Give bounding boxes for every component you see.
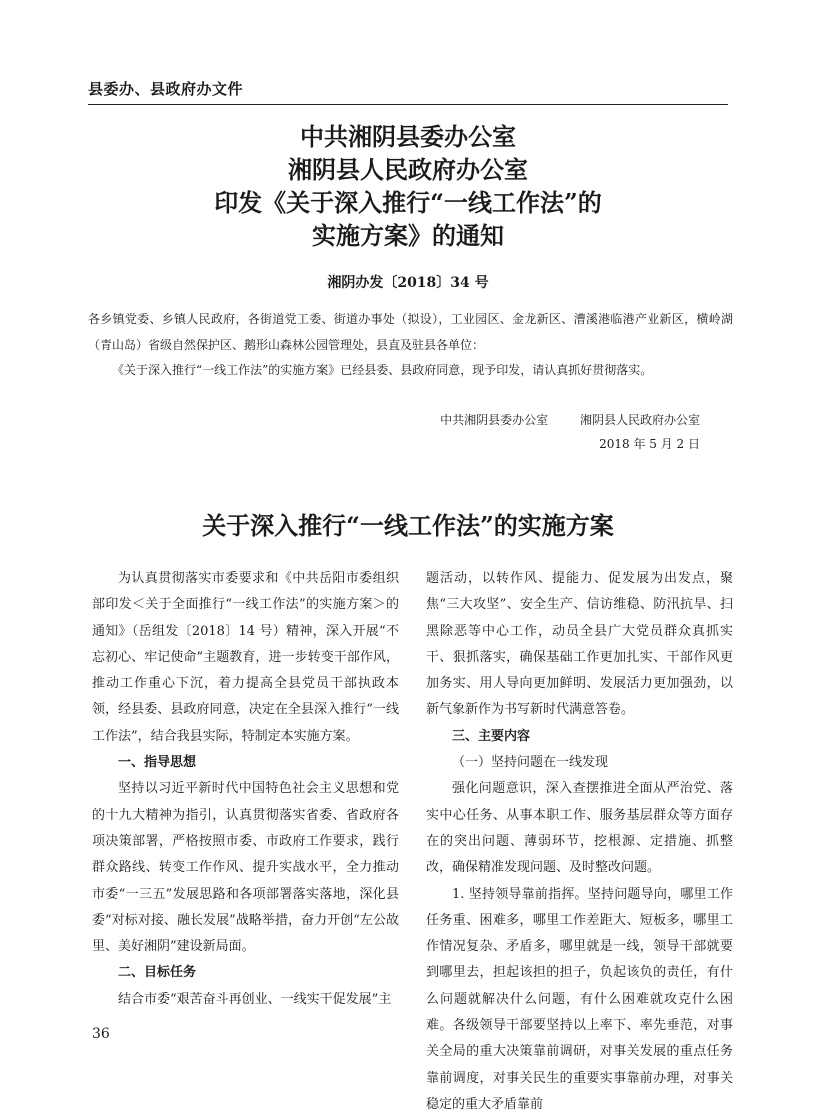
section-heading: 一、指导思想 [118,755,197,771]
paragraph: 结合市委“艰苦奋斗再创业、一线实干促发展”主 [118,991,392,1007]
title-line: 湘阴县人民政府办公室 [288,155,528,184]
recipients: 各乡镇党委、乡镇人民政府，各街道党工委、街道办事处（拟设），工业园区、金龙新区、漕溪港临港产业新区，横岭湖（青山岛）省级自然保护区、鹅形山森林公园管理处，县直及驻县各单位： [88,312,733,352]
header-label: 县委办、县政府办文件 [88,80,244,98]
page-number: 36 [92,1026,110,1042]
body-column-left [92,566,399,1013]
subsection-heading: （一）坚持问题在一线发现 [452,755,609,771]
paragraph-continuation: 题活动，以转作风、提能力、促发展为出发点，聚焦“三大攻坚”、安全生产、信访维稳、防汛抗旱、扫黑除恶等中心工作，动员全县广大党员群众真抓实干、狠抓落实，确保基础工作更加扎实、干部作风更加务实、用人导向更加鲜明、发展活力更加强劲，以新气象新作为书写新时代满意答卷。 [426,571,733,718]
document-title [88,120,728,252]
sign-date: 2018 年 5 月 2 日 [599,437,700,451]
signers [400,408,700,432]
notice-text: 《关于深入推行“一线工作法”的实施方案》已经县委、县政府同意，现予印发，请认真抓好贯彻落实。 [112,363,653,377]
body-column-right [426,566,733,1112]
title-line: 印发《关于深入推行“一线工作法”的 [214,188,602,217]
paragraph: 强化问题意识，深入查摆推进全面从严治党、落实中心任务、从事本职工作、服务基层群众等方面存在的突出问题、薄弱环节，挖根源、定措施、抓整改，确保精准发现问题、及时整改问题。 [426,781,733,876]
section-heading: 二、目标任务 [118,965,197,981]
section-heading: 三、主要内容 [452,728,531,744]
title-line: 实施方案》的通知 [312,221,504,250]
header-rule [88,104,728,105]
title-line: 中共湘阴县委办公室 [300,122,516,151]
signer: 湘阴县人民政府办公室 [579,413,700,427]
intro-paragraph: 为认真贯彻落实市委要求和《中共岳阳市委组织部印发＜关于全面推行“一线工作法”的实施方案＞的通知》（岳组发〔2018〕14 号）精神，深入开展“不忘初心、牢记使命”主题教育，进一步转变干部作风，推动工作重心下沉，着力提高全县党员干部执政本领，经县委、县政府同意，决定在全县深入推行“一线工作法”，结合我县实际，特制定本实施方案。 [92,571,399,744]
document-number: 湘阴办发〔2018〕34 号 [327,275,489,291]
paragraph: 坚持以习近平新时代中国特色社会主义思想和党的十九大精神为指引，认真贯彻落实省委、省政府各项决策部署，严格按照市委、市政府工作要求，践行群众路线、转变工作作风、提升实战水平，全力推动市委“一三五”发展思路和各项部署落实落地，深化县委“对标对接、融长发展”战略举措，奋力开创“左公故里、美好湘阴”建设新局面。 [92,781,399,955]
plan-title: 关于深入推行“一线工作法”的实施方案 [202,511,614,540]
signer: 中共湘阴县委办公室 [440,413,549,427]
paragraph: 1. 坚持领导靠前指挥。坚持问题导向，哪里工作任务重、困难多，哪里工作差距大、短板多，哪里工作情况复杂、矛盾多，哪里就是一线，领导干部就要到哪里去，担起该担的担子，负起该负的责任，有什么问题就解决什么问题，有什么困难就攻克什么困难。各级领导干部要坚持以上率下、率先垂范，对事关全局的重大决策靠前调研，对事关发展的重点任务靠前调度，对事关民生的重要实事靠前办理，对事关稳定的重大矛盾靠前 [426,886,733,1112]
